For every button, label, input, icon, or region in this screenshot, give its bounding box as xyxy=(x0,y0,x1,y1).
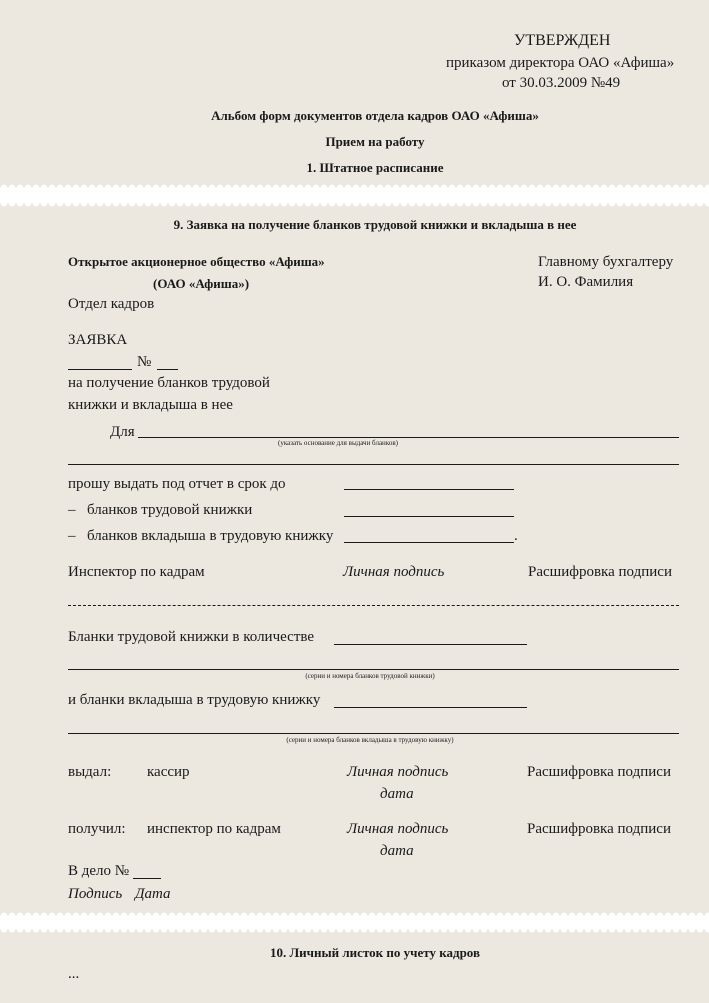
bullet-dash: – xyxy=(68,528,76,544)
recipient-line-1: Главному бухгалтеру xyxy=(538,254,674,270)
issued-signature: Личная подпись xyxy=(347,764,449,780)
torn-edge xyxy=(0,908,709,916)
reason-caption: (указать основание для выдачи бланков) xyxy=(278,439,398,447)
org-name: Открытое акционерное общество «Афиша» xyxy=(68,254,325,269)
books-series-caption: (серии и номера бланков трудовой книжки) xyxy=(305,672,435,680)
torn-edge xyxy=(0,203,709,211)
ellipsis: ... xyxy=(68,966,80,982)
item-1-title: 1. Штатное расписание xyxy=(306,160,444,175)
period: . xyxy=(514,528,518,544)
inserts-quantity-label: и бланки вкладыша в трудовую книжку xyxy=(68,692,321,708)
books-series-line xyxy=(68,669,679,670)
request-title: ЗАЯВКА xyxy=(68,332,128,348)
issued-label: выдал: xyxy=(68,764,112,780)
inserts-series-caption: (серии и номера бланков вкладыша в трудовую книжку) xyxy=(286,736,454,744)
request-description-1: на получение бланков трудовой xyxy=(68,375,270,391)
section-title: Прием на работу xyxy=(325,134,425,149)
filing-label: В дело № xyxy=(68,863,130,879)
approval-title: УТВЕРЖДЕН xyxy=(514,32,611,49)
inspector-signature-decode: Расшифровка подписи xyxy=(528,564,672,580)
received-signature: Личная подпись xyxy=(347,821,449,837)
cut-line xyxy=(68,605,679,606)
issued-role: кассир xyxy=(147,764,190,780)
received-date: дата xyxy=(380,843,414,859)
org-department: Отдел кадров xyxy=(68,296,155,312)
filing-signature: Подпись xyxy=(68,886,123,902)
received-label: получил: xyxy=(68,821,126,837)
item-9-title: 9. Заявка на получение бланков трудовой книжки и вкладыша в нее xyxy=(173,217,577,232)
recipient-line-2: И. О. Фамилия xyxy=(538,274,634,290)
page-fragment-bottom xyxy=(0,929,709,1003)
filing-date: Дата xyxy=(135,886,171,902)
books-quantity-label: Бланки трудовой книжки в количестве xyxy=(68,629,315,645)
reason-line xyxy=(138,437,679,438)
inspector-signature: Личная подпись xyxy=(343,564,445,580)
org-short-name: (ОАО «Афиша») xyxy=(153,276,250,291)
issued-date: дата xyxy=(380,786,414,802)
books-item-label: бланков трудовой книжки xyxy=(87,502,253,518)
date-blank xyxy=(68,369,132,370)
books-quantity-line xyxy=(334,644,527,645)
inserts-quantity-line xyxy=(334,707,527,708)
issue-until-date-line xyxy=(344,489,514,490)
bullet-dash: – xyxy=(68,502,76,518)
for-label: Для xyxy=(110,424,135,440)
number-blank xyxy=(157,369,178,370)
torn-edge xyxy=(0,180,709,188)
books-count-line xyxy=(344,516,514,517)
approval-line-1: приказом директора ОАО «Афиша» xyxy=(446,55,675,71)
torn-edge xyxy=(0,929,709,937)
inserts-item-label: бланков вкладыша в трудовую книжку xyxy=(87,528,334,544)
received-role: инспектор по кадрам xyxy=(147,821,281,837)
inspector-role: Инспектор по кадрам xyxy=(68,564,205,580)
received-signature-decode: Расшифровка подписи xyxy=(527,821,671,837)
reason-line-2 xyxy=(68,464,679,465)
approval-line-2: от 30.03.2009 №49 xyxy=(502,75,621,91)
issued-signature-decode: Расшифровка подписи xyxy=(527,764,671,780)
request-description-2: книжки и вкладыша в нее xyxy=(68,397,233,413)
item-10-title: 10. Личный листок по учету кадров xyxy=(270,945,480,960)
album-title: Альбом форм документов отдела кадров ОАО «Афиша» xyxy=(211,108,539,123)
issue-until-label: прошу выдать под отчет в срок до xyxy=(68,476,286,492)
inserts-series-line xyxy=(68,733,679,734)
inserts-count-line xyxy=(344,542,514,543)
number-sign: № xyxy=(137,354,152,370)
filing-number-line xyxy=(133,878,161,879)
